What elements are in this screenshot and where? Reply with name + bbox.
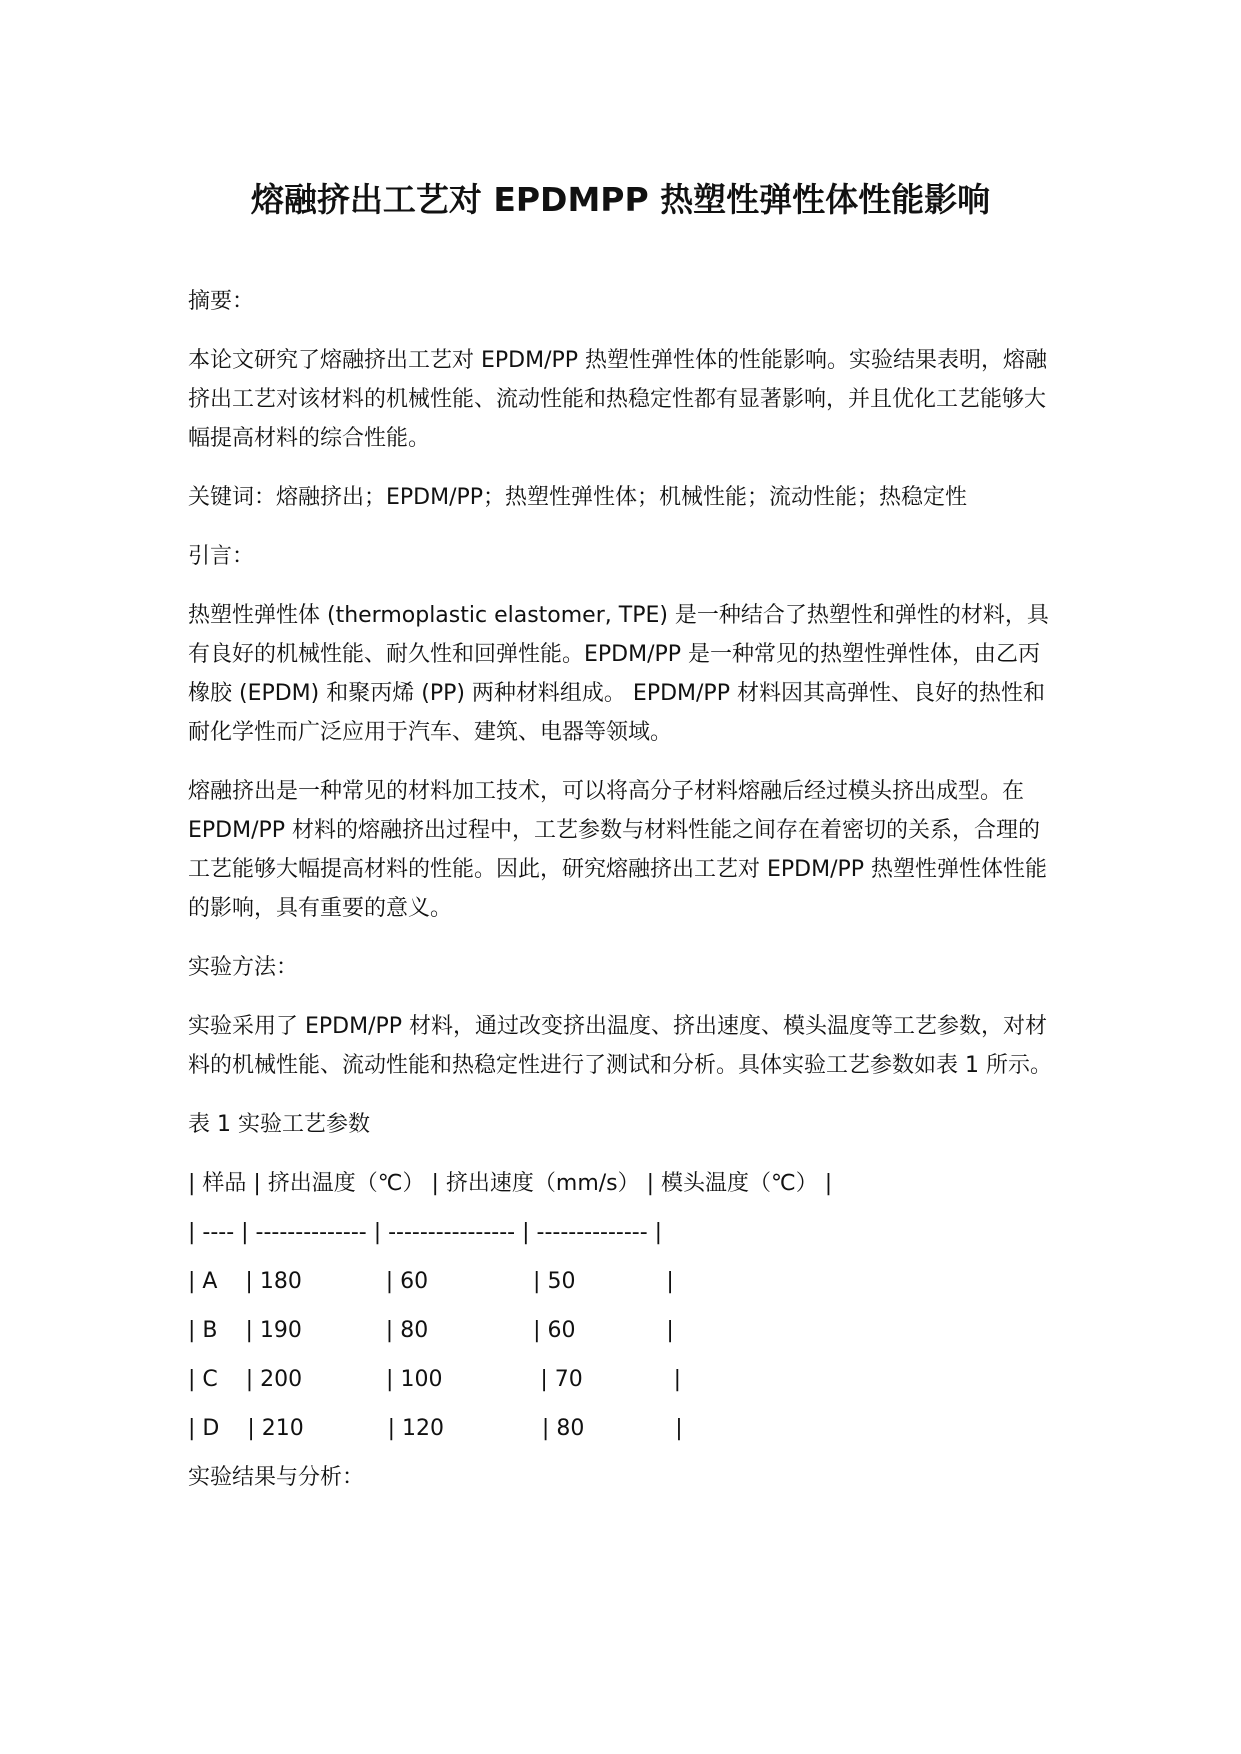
table-row: | B | 190 | 80 | 60 | — [188, 1318, 674, 1343]
table-header-row: | 样品 | 挤出温度（℃） | 挤出速度（mm/s） | 模头温度（℃） | — [188, 1171, 833, 1196]
table-caption: 表 1 实验工艺参数 — [188, 1112, 370, 1137]
document-body — [188, 282, 1058, 1517]
intro-paragraph-2: 熔融挤出是一种常见的材料加工技术，可以将高分子材料熔融后经过模头挤出成型。在 EPDM/PP 材料的熔融挤出过程中，工艺参数与材料性能之间存在着密切的关系，合理的工艺能够大幅提高材料的性能。因此，研究熔融挤出工艺对 EPDM/PP 热塑性弹性体性能的影响，具有重要的意义。 — [188, 779, 1048, 921]
methods-heading: 实验方法： — [188, 955, 299, 980]
abstract-paragraph: 本论文研究了熔融挤出工艺对 EPDM/PP 热塑性弹性体的性能影响。实验结果表明，熔融挤出工艺对该材料的机械性能、流动性能和热稳定性都有显著影响，并且优化工艺能够大幅提高材料的综合性能。 — [188, 348, 1048, 451]
table-row: | A | 180 | 60 | 50 | — [188, 1269, 674, 1294]
intro-paragraph-1: 热塑性弹性体 (thermoplastic elastomer, TPE) 是一种结合了热塑性和弹性的材料，具有良好的机械性能、耐久性和回弹性能。EPDM/PP 是一种常见的热塑性弹性体，由乙丙橡胶 (EPDM) 和聚丙烯 (PP) 两种材料组成。 EPDM/PP 材料因其高弹性、良好的热性和耐化学性而广泛应用于汽车、建筑、电器等领域。 — [188, 603, 1049, 745]
table-separator-row: | ---- | -------------- | ---------------- | -------------- | — [188, 1220, 663, 1245]
methods-paragraph: 实验采用了 EPDM/PP 材料，通过改变挤出温度、挤出速度、模头温度等工艺参数，对材料的机械性能、流动性能和热稳定性进行了测试和分析。具体实验工艺参数如表 1 所示。 — [188, 1014, 1052, 1078]
parameter-table — [188, 1164, 1058, 1448]
table-row: | D | 210 | 120 | 80 | — [188, 1416, 683, 1441]
abstract-heading: 摘要： — [188, 289, 255, 314]
intro-heading: 引言： — [188, 544, 255, 569]
table-row: | C | 200 | 100 | 70 | — [188, 1367, 682, 1392]
document-title: 熔融挤出工艺对 EPDMPP 热塑性弹性体性能影响 — [250, 180, 991, 219]
results-heading: 实验结果与分析： — [188, 1465, 365, 1490]
keywords-line: 关键词：熔融挤出；EPDM/PP；热塑性弹性体；机械性能；流动性能；热稳定性 — [188, 485, 968, 510]
